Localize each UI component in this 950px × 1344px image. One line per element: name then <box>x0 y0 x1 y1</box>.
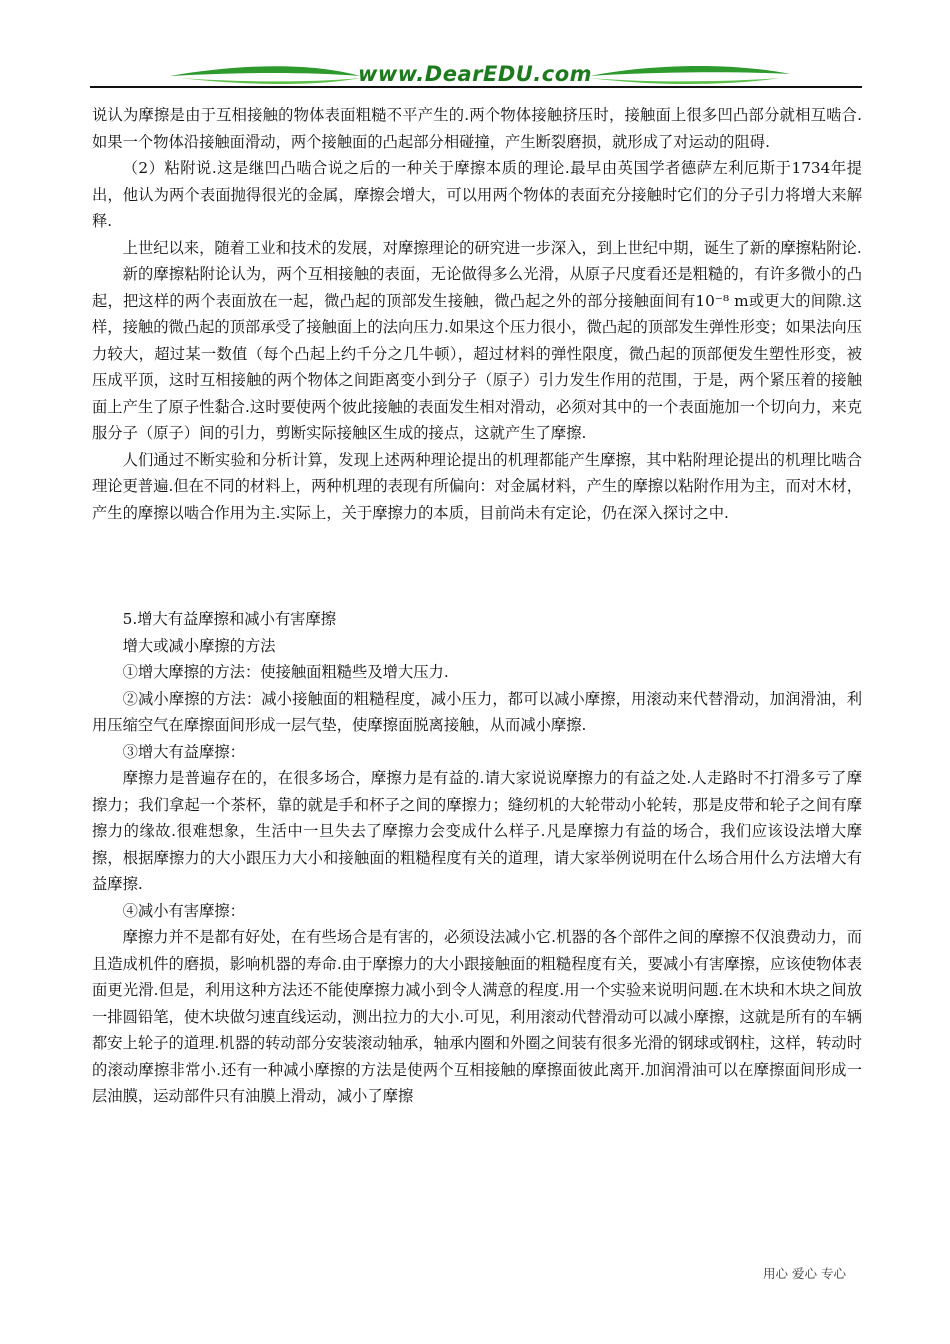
list-item: ②减小摩擦的方法：减小接触面的粗糙程度，减小压力，都可以减小摩擦，用滚动来代替滑动，加润滑油，利用压缩空气在摩擦面间形成一层气垫，使摩擦面脱离接触，从而减小摩擦. <box>92 689 862 734</box>
paragraph: 新的摩擦粘附论认为，两个互相接触的表面，无论做得多么光滑，从原子尺度看还是粗糙的，有许多微小的凸起，把这样的两个表面放在一起，微凸起的顶部发生接触，微凸起之外的部分接触面间有10⁻⁸ m或更大的间隙.这样，接触的微凸起的顶部承受了接触面上的法向压力.如果这个压力很小，微凸起的顶部发生弹性形变；如果法向压力较大，超过某一数值（每个凸起上约千分之几牛顿），超过材料的弹性限度，微凸起的顶部便发生塑性形变，被压成平顶，这时互相接触的两个物体之间距离变小到分子（原子）引力发生作用的范围，于是，两个紧压着的接触面上产生了原子性黏合.这时要使两个彼此接触的表面发生相对滑动，必须对其中的一个表面施加一个切向力，来克服分子（原子）间的引力，剪断实际接触区生成的接点，这就产生了摩擦. <box>92 265 862 442</box>
list-item: ③增大有益摩擦： <box>122 742 245 761</box>
page-footer: 用心 爱心 专心 <box>763 1266 846 1281</box>
site-url: www.DearEDU.com <box>357 62 593 86</box>
paragraph: 说认为摩擦是由于互相接触的物体表面粗糙不平产生的.两个物体接触挤压时，接触面上很多凹凸部分就相互啮合.如果一个物体沿接触面滑动，两个接触面的凸起部分相碰撞，产生断裂磨损，就形成了对运动的阻碍. <box>92 106 862 151</box>
header-rule <box>90 86 862 88</box>
list-item: ①增大摩擦的方法：使接触面粗糙些及增大压力. <box>122 663 449 681</box>
paragraph: （2）粘附说.这是继凹凸啮合说之后的一种关于摩擦本质的理论.最早由英国学者德萨左利厄斯于1734年提出，他认为两个表面抛得很光的金属，摩擦会增大，可以用两个物体的表面充分接触时它们的分子引力将增大来解释. <box>92 159 862 230</box>
subheading: 增大或减小摩擦的方法 <box>122 636 276 655</box>
section-gap <box>92 526 862 606</box>
paragraph: 人们通过不断实验和分析计算，发现上述两种理论提出的机理都能产生摩擦，其中粘附理论提出的机理比啮合理论更普遍.但在不同的材料上，两种机理的表现有所偏向：对金属材料，产生的摩擦以粘附作用为主，而对木材，产生的摩擦以啮合作用为主.实际上，关于摩擦力的本质，目前尚未有定论，仍在深入探讨之中. <box>92 450 862 522</box>
paragraph: 上世纪以来，随着工业和技术的发展，对摩擦理论的研究进一步深入，到上世纪中期，诞生了新的摩擦粘附论. <box>122 238 862 257</box>
section-heading: 5.增大有益摩擦和减小有害摩擦 <box>122 610 337 628</box>
paragraph: 摩擦力是普遍存在的，在很多场合，摩擦力是有益的.请大家说说摩擦力的有益之处.人走路时不打滑多亏了摩擦力；我们拿起一个茶杯，靠的就是手和杯子之间的摩擦力；缝纫机的大轮带动小轮转，那是皮带和轮子之间有摩擦力的缘故.很难想象，生活中一旦失去了摩擦力会变成什么样子.凡是摩擦力有益的场合，我们应该设法增大摩擦，根据摩擦力的大小跟压力大小和接触面的粗糙程度有关的道理，请大家举例说明在什么场合用什么方法增大有益摩擦. <box>92 769 862 893</box>
document-body <box>92 102 862 1110</box>
paragraph: 摩擦力并不是都有好处，在有些场合是有害的，必须设法减小它.机器的各个部件之间的摩擦不仅浪费动力，而且造成机件的磨损，影响机器的寿命.由于摩擦力的大小跟接触面的粗糙程度有关，要减小有害摩擦，应该使物体表面更光滑.但是，利用这种方法还不能使摩擦力减小到令人满意的程度.用一个实验来说明问题.在木块和木块之间放一排圆铅笔，使木块做匀速直线运动，测出拉力的大小.可见，利用滚动代替滑动可以减小摩擦，这就是所有的车辆都安上轮子的道理.机器的转动部分安装滚动轴承，轴承内圈和外圈之间装有很多光滑的钢球或钢柱，这样，转动时的滚动摩擦非常小.还有一种减小摩擦的方法是使两个互相接触的摩擦面彼此离开.加润滑油可以在摩擦面间形成一层油膜，运动部件只有油膜上滑动，减小了摩擦 <box>92 928 862 1105</box>
list-item: ④减小有害摩擦： <box>122 901 245 920</box>
site-header <box>90 56 860 96</box>
